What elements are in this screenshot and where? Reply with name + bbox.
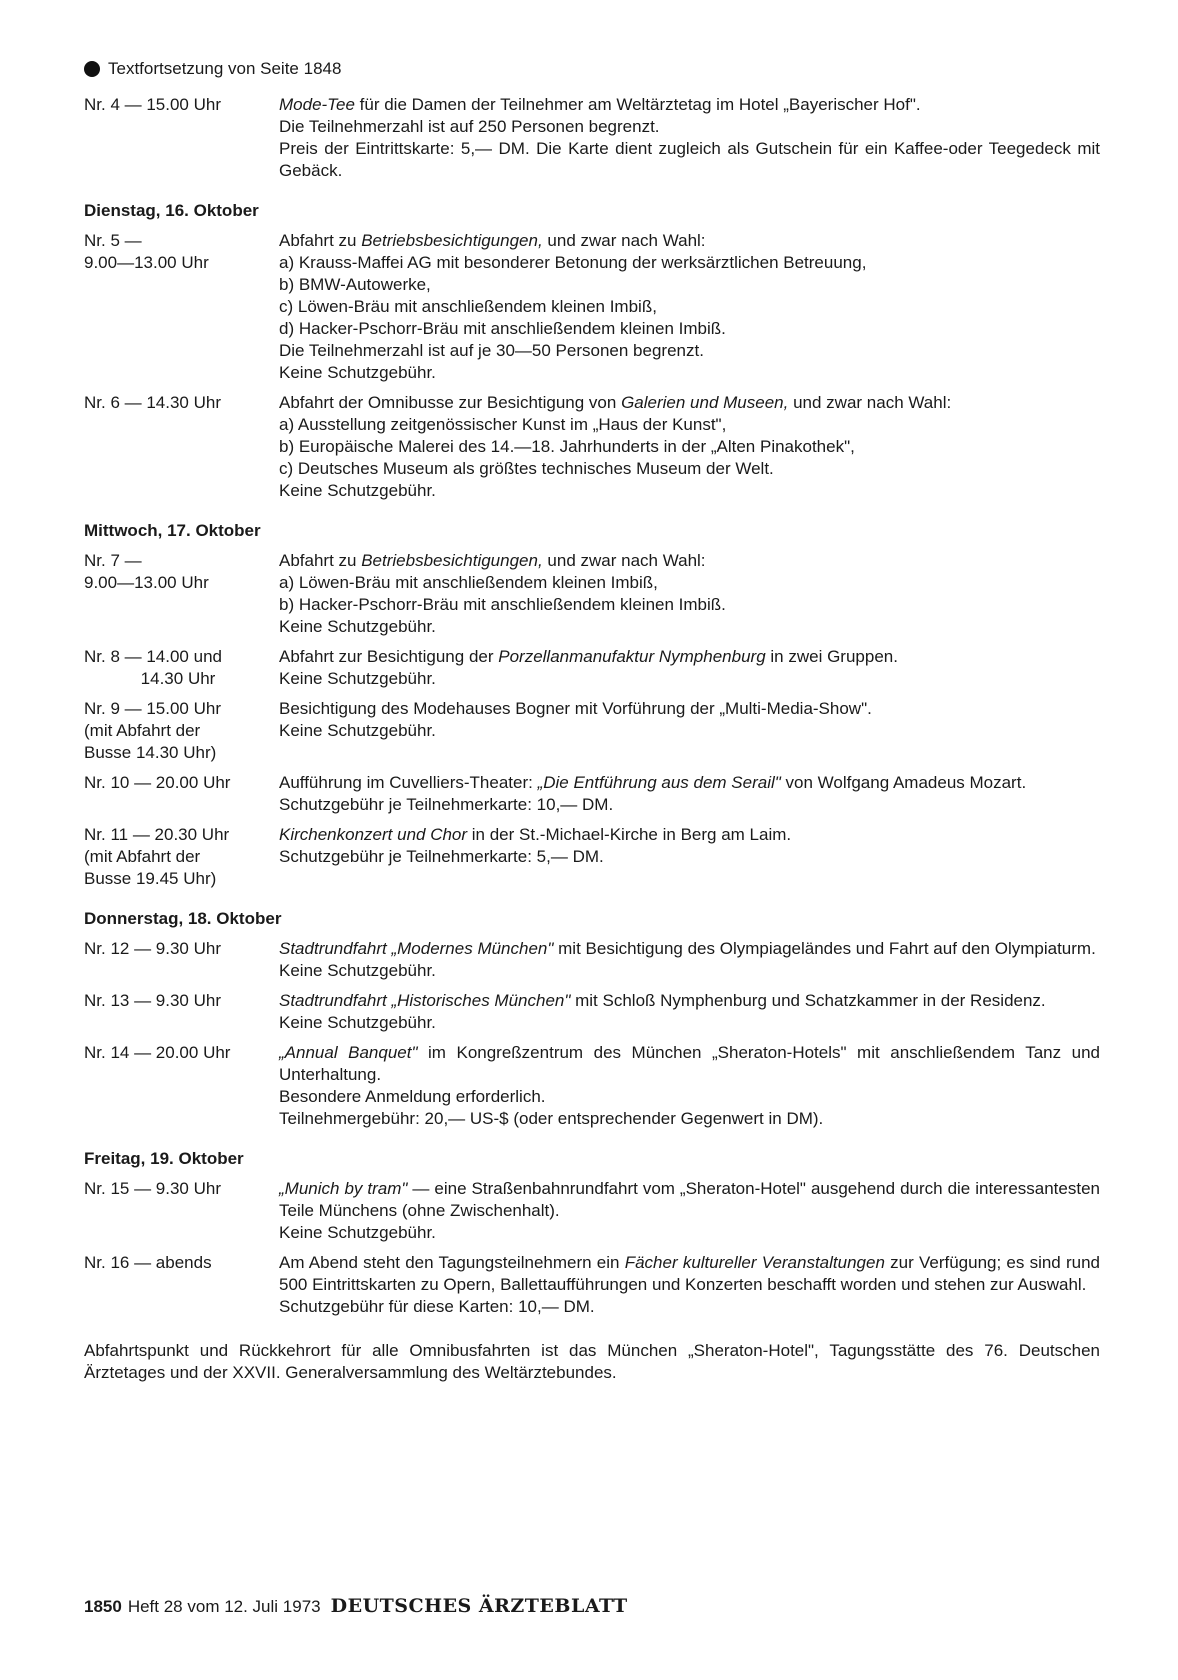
text-span: — eine Straßenbahnrundfahrt vom „Sheraton-Hotel" ausgehend durch die interessantesten Teile Münchens (ohne Zwischenhalt).: [279, 1179, 1100, 1220]
description-line: [279, 414, 1100, 436]
description-line: [279, 668, 1100, 690]
description-line: [279, 1222, 1100, 1244]
description-line: [279, 960, 1100, 982]
italic-text: „Munich by tram": [279, 1179, 408, 1198]
description-line: [279, 274, 1100, 296]
text-span: b) Hacker-Pschorr-Bräu mit anschließendem kleinen Imbiß.: [279, 595, 726, 614]
text-span: Die Teilnehmerzahl ist auf je 30—50 Personen begrenzt.: [279, 341, 704, 360]
italic-text: „Die Entführung aus dem Serail": [537, 773, 781, 792]
description-line: [279, 138, 1100, 182]
text-span: Schutzgebühr für diese Karten: 10,— DM.: [279, 1297, 595, 1316]
text-span: von Wolfgang Amadeus Mozart.: [780, 773, 1027, 792]
text-span: in zwei Gruppen.: [765, 647, 898, 666]
text-span: in der St.-Michael-Kirche in Berg am Laim.: [467, 825, 792, 844]
text-span: im Kongreßzentrum des München „Sheraton-Hotels" mit anschließendem Tanz und Unterhaltung.: [279, 1043, 1100, 1084]
description-line: [279, 938, 1100, 960]
day-heading: Donnerstag, 18. Oktober: [84, 909, 282, 928]
text-span: a) Ausstellung zeitgenössischer Kunst im „Haus der Kunst",: [279, 415, 727, 434]
entry-description: [279, 1042, 1100, 1130]
entry-label: [84, 698, 279, 764]
description-line: [279, 436, 1100, 458]
text-span: b) Europäische Malerei des 14.—18. Jahrhunderts in der „Alten Pinakothek",: [279, 437, 855, 456]
entry-label-line: 9.00—13.00 Uhr: [84, 573, 209, 592]
text-span: Keine Schutzgebühr.: [279, 1013, 436, 1032]
text-span: a) Löwen-Bräu mit anschließendem kleinen Imbiß,: [279, 573, 658, 592]
continuation-text: Textfortsetzung von Seite 1848: [108, 59, 342, 78]
entry-description: [279, 1252, 1100, 1318]
text-span: zur Verfügung; es sind rund 500 Eintrittskarten zu Opern, Ballettaufführungen und Konzerten beschafft worden und stehen zur Auswahl.: [279, 1253, 1101, 1294]
description-line: [279, 616, 1100, 638]
italic-text: Fächer kultureller Veranstaltungen: [624, 1253, 885, 1272]
entry-description: [279, 990, 1100, 1034]
entry-label-line: Nr. 16 — abends: [84, 1253, 212, 1272]
entry-label-line: Nr. 6 — 14.30 Uhr: [84, 393, 222, 412]
first-entries: [84, 94, 1100, 182]
text-span: Abfahrt zur Besichtigung der: [279, 647, 499, 666]
text-span: Schutzgebühr je Teilnehmerkarte: 10,— DM.: [279, 795, 614, 814]
text-span: Keine Schutzgebühr.: [279, 363, 436, 382]
entry-label-line: Busse 14.30 Uhr): [84, 743, 217, 762]
text-span: Die Teilnehmerzahl ist auf 250 Personen begrenzt.: [279, 117, 660, 136]
italic-text: Mode-Tee: [279, 95, 355, 114]
entry-description: [279, 550, 1100, 638]
description-line: [279, 698, 1100, 720]
text-span: Preis der Eintrittskarte: 5,— DM. Die Karte dient zugleich als Gutschein für ein Kaffee-oder Teegedeck mit Gebäck.: [279, 139, 1100, 180]
schedule-entry: [84, 94, 1100, 182]
entry-label: [84, 550, 279, 638]
schedule-entry: [84, 646, 1100, 690]
journal-title: DEUTSCHES ÄRZTEBLATT: [330, 1595, 628, 1617]
description-line: [279, 550, 1100, 572]
description-line: [279, 572, 1100, 594]
italic-text: Stadtrundfahrt „Historisches München": [279, 991, 571, 1010]
text-span: Schutzgebühr je Teilnehmerkarte: 5,— DM.: [279, 847, 604, 866]
text-span: Abfahrt der Omnibusse zur Besichtigung von: [279, 393, 622, 412]
issue-info: Heft 28 vom 12. Juli 1973: [127, 1597, 321, 1616]
description-line: [279, 646, 1100, 668]
text-span: c) Löwen-Bräu mit anschließendem kleinen Imbiß,: [279, 297, 657, 316]
text-span: und zwar nach Wahl:: [542, 551, 706, 570]
description-line: [279, 1178, 1100, 1222]
description-line: [279, 94, 1100, 116]
schedule-entry: [84, 230, 1100, 384]
entry-label-line: Nr. 12 — 9.30 Uhr: [84, 939, 222, 958]
entry-description: [279, 1178, 1100, 1244]
text-span: Keine Schutzgebühr.: [279, 1223, 436, 1242]
description-line: [279, 252, 1100, 274]
entry-label-line: Nr. 15 — 9.30 Uhr: [84, 1179, 222, 1198]
schedule-entry: [84, 1178, 1100, 1244]
entry-label-line: Nr. 5 —: [84, 231, 142, 250]
italic-text: Betriebsbesichtigungen,: [361, 231, 543, 250]
description-line: [279, 318, 1100, 340]
entry-label: [84, 646, 279, 690]
text-span: und zwar nach Wahl:: [542, 231, 706, 250]
text-span: Abfahrt zu: [279, 551, 362, 570]
description-line: [279, 230, 1100, 252]
day-heading: Dienstag, 16. Oktober: [84, 201, 259, 220]
entry-label-line: Nr. 7 —: [84, 551, 142, 570]
description-line: [279, 1042, 1100, 1086]
entry-label-line: Nr. 4 — 15.00 Uhr: [84, 95, 222, 114]
text-span: Besondere Anmeldung erforderlich.: [279, 1087, 546, 1106]
schedule-entry: [84, 1252, 1100, 1318]
schedule-entry: [84, 392, 1100, 502]
description-line: [279, 794, 1100, 816]
entry-label: [84, 1252, 279, 1318]
entry-label: [84, 1042, 279, 1130]
schedule-entry: [84, 772, 1100, 816]
entry-description: [279, 392, 1100, 502]
text-span: mit Besichtigung des Olympiageländes und Fahrt auf den Olympiaturm.: [553, 939, 1096, 958]
schedule-entry: [84, 824, 1100, 890]
schedule-days: [84, 200, 1100, 1318]
italic-text: „Annual Banquet": [279, 1043, 418, 1062]
entry-label: [84, 1178, 279, 1244]
entry-description: [279, 698, 1100, 764]
text-span: mit Schloß Nymphenburg und Schatzkammer in der Residenz.: [570, 991, 1046, 1010]
text-span: für die Damen der Teilnehmer am Weltärztetag im Hotel „Bayerischer Hof".: [354, 95, 921, 114]
entry-label-line: (mit Abfahrt der: [84, 721, 201, 740]
text-span: und zwar nach Wahl:: [788, 393, 952, 412]
entry-label-line: (mit Abfahrt der: [84, 847, 201, 866]
entry-label: [84, 824, 279, 890]
italic-text: Kirchenkonzert und Chor: [279, 825, 468, 844]
entry-label: [84, 772, 279, 816]
closing-note: Abfahrtspunkt und Rückkehrort für alle Omnibusfahrten ist das München „Sheraton-Hotel", Tagungsstätte des 76. Deutschen Ärztetages und der XXVII. Generalversammlung des Weltärztebundes.: [84, 1341, 1100, 1382]
entry-description: [279, 938, 1100, 982]
entry-label-line: Nr. 14 — 20.00 Uhr: [84, 1043, 231, 1062]
entry-label-line: Nr. 8 — 14.00 und: [84, 647, 222, 666]
text-span: d) Hacker-Pschorr-Bräu mit anschließendem kleinen Imbiß.: [279, 319, 726, 338]
description-line: [279, 480, 1100, 502]
description-line: [279, 824, 1100, 846]
text-span: Keine Schutzgebühr.: [279, 481, 436, 500]
entry-description: [279, 646, 1100, 690]
description-line: [279, 116, 1100, 138]
entry-label-line: Nr. 11 — 20.30 Uhr: [84, 825, 230, 844]
description-line: [279, 458, 1100, 480]
description-line: [279, 1296, 1100, 1318]
description-line: [279, 990, 1100, 1012]
italic-text: Galerien und Museen,: [621, 393, 789, 412]
description-line: [279, 846, 1100, 868]
day-heading: Mittwoch, 17. Oktober: [84, 521, 261, 540]
schedule-entry: [84, 550, 1100, 638]
schedule-entry: [84, 990, 1100, 1034]
entry-description: [279, 230, 1100, 384]
schedule-entry: [84, 938, 1100, 982]
entry-label: [84, 392, 279, 502]
entry-description: [279, 772, 1100, 816]
text-span: Keine Schutzgebühr.: [279, 669, 436, 688]
page-number: 1850: [84, 1597, 122, 1616]
text-span: c) Deutsches Museum als größtes technisches Museum der Welt.: [279, 459, 774, 478]
italic-text: Porzellanmanufaktur Nymphenburg: [498, 647, 766, 666]
entry-description: [279, 94, 1100, 182]
entry-label-line: Nr. 13 — 9.30 Uhr: [84, 991, 222, 1010]
text-span: Abfahrt zu: [279, 231, 362, 250]
description-line: [279, 1012, 1100, 1034]
description-line: [279, 1086, 1100, 1108]
italic-text: Stadtrundfahrt „Modernes München": [279, 939, 554, 958]
description-line: [279, 392, 1100, 414]
text-span: Keine Schutzgebühr.: [279, 721, 436, 740]
description-line: [279, 594, 1100, 616]
description-line: [279, 362, 1100, 384]
entry-label-line: Busse 19.45 Uhr): [84, 869, 217, 888]
text-span: Aufführung im Cuvelliers-Theater:: [279, 773, 538, 792]
italic-text: Betriebsbesichtigungen,: [361, 551, 543, 570]
text-span: Besichtigung des Modehauses Bogner mit Vorführung der „Multi-Media-Show".: [279, 699, 872, 718]
text-span: Am Abend steht den Tagungsteilnehmern ein: [279, 1253, 625, 1272]
description-line: [279, 720, 1100, 742]
text-span: Teilnehmergebühr: 20,— US-$ (oder entsprechender Gegenwert in DM).: [279, 1109, 824, 1128]
continuation-note: [84, 58, 1100, 80]
entry-label: [84, 230, 279, 384]
document-page: [84, 58, 1100, 1384]
entry-label-line: Nr. 10 — 20.00 Uhr: [84, 773, 231, 792]
description-line: [279, 340, 1100, 362]
bullet-icon: [84, 61, 100, 77]
description-line: [279, 1108, 1100, 1130]
entry-label: [84, 94, 279, 182]
text-span: Keine Schutzgebühr.: [279, 961, 436, 980]
entry-description: [279, 824, 1100, 890]
description-line: [279, 1252, 1100, 1296]
description-line: [279, 296, 1100, 318]
text-span: b) BMW-Autowerke,: [279, 275, 431, 294]
schedule-entry: [84, 1042, 1100, 1130]
description-line: [279, 772, 1100, 794]
entry-label-line: 14.30 Uhr: [84, 669, 216, 688]
schedule-entry: [84, 698, 1100, 764]
page-footer: [84, 1595, 628, 1618]
text-span: Keine Schutzgebühr.: [279, 617, 436, 636]
day-heading: Freitag, 19. Oktober: [84, 1149, 244, 1168]
entry-label-line: 9.00—13.00 Uhr: [84, 253, 209, 272]
entry-label-line: Nr. 9 — 15.00 Uhr: [84, 699, 222, 718]
entry-label: [84, 990, 279, 1034]
entry-label: [84, 938, 279, 982]
text-span: a) Krauss-Maffei AG mit besonderer Betonung der werksärztlichen Betreuung,: [279, 253, 867, 272]
